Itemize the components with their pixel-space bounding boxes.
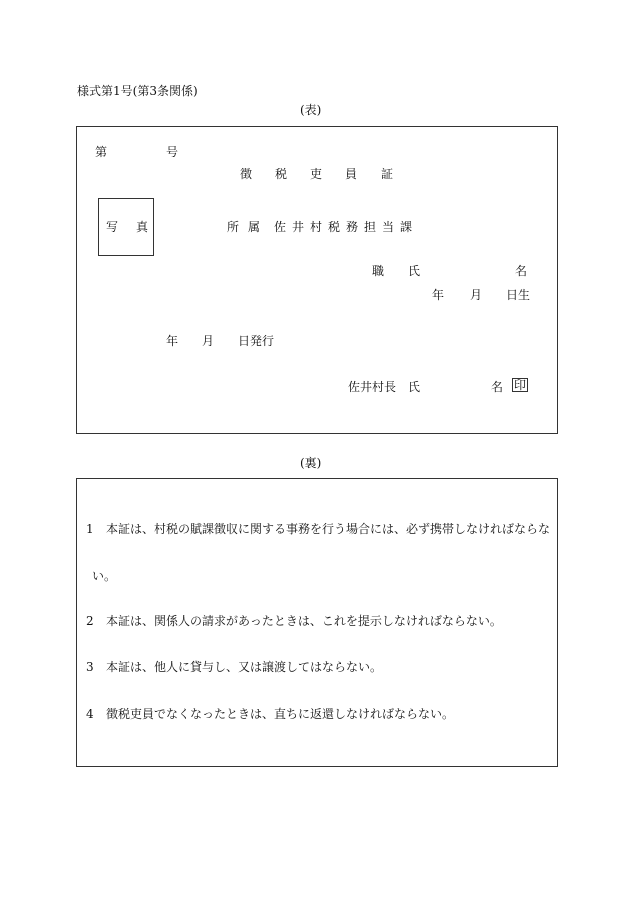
rule-number: 3 <box>86 660 94 674</box>
department-char: 村 <box>310 220 323 234</box>
department-char: 務 <box>346 220 359 234</box>
name-label-2: 名 <box>515 264 528 278</box>
rule-number: 4 <box>86 707 94 721</box>
department-char: 税 <box>328 220 341 234</box>
card-title-char: 証 <box>381 167 394 181</box>
department-char: 当 <box>382 220 395 234</box>
front-heading: (表) <box>300 103 322 117</box>
issue-month-label: 月 <box>202 334 215 348</box>
number-suffix: 号 <box>166 145 179 159</box>
card-title-char: 徴 <box>240 167 253 181</box>
name-label-1: 氏 <box>408 264 421 278</box>
department-char: 井 <box>292 220 305 234</box>
photo-label-char: 写 <box>106 220 119 234</box>
back-heading: (裏) <box>300 456 322 470</box>
mayor-title: 佐井村長 <box>348 380 397 394</box>
rule-text: 徴税吏員でなくなったときは、直ちに返還しなければならない。 <box>106 707 455 721</box>
rule-text: 本証は、他人に貸与し、又は譲渡してはならない。 <box>106 660 383 674</box>
department-char: 属 <box>248 220 261 234</box>
form-label: 様式第1号(第3条関係) <box>77 84 198 98</box>
post-label: 職 <box>372 264 385 278</box>
department-char: 課 <box>400 220 413 234</box>
rule-number: 1 <box>86 522 94 536</box>
birth-day-label: 日生 <box>506 288 531 302</box>
seal-label: 印 <box>514 378 527 392</box>
birth-year-label: 年 <box>432 288 445 302</box>
seal-mark <box>512 378 528 392</box>
number-prefix: 第 <box>95 145 108 159</box>
department-char: 佐 <box>274 220 287 234</box>
department-char: 所 <box>227 220 240 234</box>
issue-year-label: 年 <box>166 334 179 348</box>
mayor-name-label-1: 氏 <box>408 380 421 394</box>
department-char: 担 <box>364 220 377 234</box>
birth-month-label: 月 <box>470 288 483 302</box>
card-title-char: 吏 <box>310 167 323 181</box>
card-title-char: 税 <box>275 167 288 181</box>
rule-text: 本証は、関係人の請求があったときは、これを提示しなければならない。 <box>106 614 502 628</box>
card-title-char: 員 <box>345 167 358 181</box>
rule-number: 2 <box>86 614 94 628</box>
rule-text-continuation: い。 <box>92 569 117 583</box>
rule-text: 本証は、村税の賦課徴収に関する事務を行う場合には、必ず携帯しなければならな <box>106 522 551 536</box>
issue-day-label: 日発行 <box>238 334 275 348</box>
mayor-name-label-2: 名 <box>491 380 504 394</box>
photo-label-char: 真 <box>136 220 149 234</box>
